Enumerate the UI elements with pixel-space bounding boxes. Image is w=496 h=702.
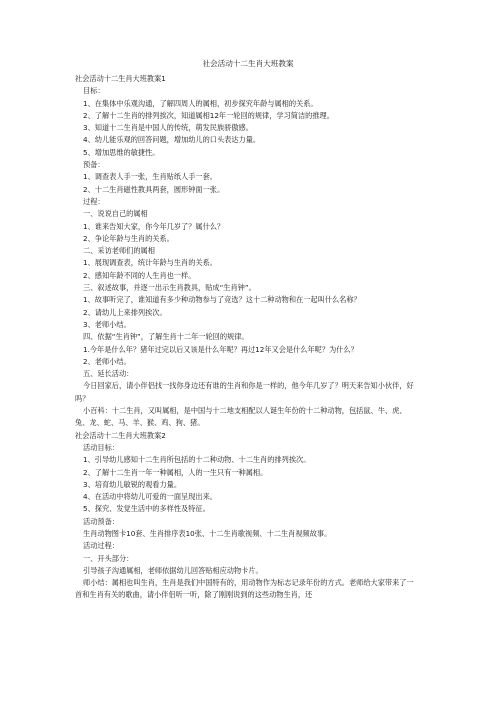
- section3-item-1: 1、故事听完了，谁知道有多少种动物参与了竞选？这十二种动物和在一起叫什么名称？: [83, 295, 361, 305]
- lesson1-process-label: 过程：: [83, 196, 105, 206]
- document-title: 社会活动十二生肖大班教案: [202, 59, 294, 68]
- section5-title: 五、延长活动：: [83, 369, 134, 379]
- lesson2-goals-label: 活动目标：: [83, 442, 119, 452]
- lesson2-goal-1: 1、引导幼儿感知十二生肖所包括的十二种动物、十二生肖的排列挨次。: [83, 455, 311, 465]
- section2-item-2: 2、感知年龄不同的人生肖也一样。: [83, 270, 196, 280]
- lesson1-heading: 社会活动十二生肖大班教案1: [75, 74, 166, 83]
- section1-item-2: 2、争论年龄与生肖的关系。: [83, 233, 174, 243]
- lesson2-process-label: 活动过程：: [83, 541, 119, 551]
- lesson2-part1-text: 引导孩子沟通属相，老师依据幼儿回答贴相应动物卡片。: [83, 565, 263, 575]
- lesson2-prep-label: 活动预备：: [83, 516, 119, 526]
- lesson1-goal-3: 3、知道十二生肖是中国人的传统，萌发民族骄傲感。: [83, 123, 253, 133]
- lesson1-prep-1: 1、调查表人手一张，生肖贴纸人手一套。: [83, 172, 217, 182]
- section4-item-2: 2、老师小结。: [83, 356, 131, 366]
- lesson2-part1-paragraph: 师小结：属相也叫生肖，生肖是我们中国特有的，用动物作为标志记录年份的方式。老师给大家带来了一首和生肖有关的歌曲，请小伴侣听一听，除了刚刚说到的这些动物生肖，还: [75, 578, 414, 600]
- lesson1-goals-label: 目标：: [83, 86, 105, 96]
- lesson2-goal-2: 2、了解十二生肖一年一种属相，人的一生只有一种属相。: [83, 467, 268, 477]
- section5-paragraph-2: 小百科：十二生肖，又叫属相，是中国与十二地支相配以人诞生年份的十二种动物，包括鼠、牛、虎、兔、龙、蛇、马、羊、猴、鸡、狗、猪。: [75, 406, 407, 428]
- section3-item-2: 2、请幼儿上来排列挨次。: [83, 307, 167, 317]
- section2-item-1: 1、展现调查表，统计年龄与生肖的关系。: [83, 258, 217, 268]
- lesson1-goal-4: 4、幼儿能乐观的回答问题，增加幼儿的口头表达力量。: [83, 135, 261, 145]
- lesson2-goal-3: 3、培育幼儿敏锐的观看力量。: [83, 479, 182, 489]
- section4-title: 四、依据“生肖钟”，了解生肖十二年一轮回的规律。: [83, 332, 249, 342]
- section3-title: 三、叙述故事，并逐一出示生肖教具，贴成“生肖钟”。: [83, 283, 256, 293]
- section5-paragraph-1: 今日回家后，请小伴侣找一找你身边还有谁的生肖和你是一样的，他今年几岁了？明天来告知小伙伴，好吗？: [75, 381, 414, 403]
- section3-item-3: 3、老师小结。: [83, 319, 131, 329]
- lesson2-goal-4: 4、在活动中将幼儿可爱的一面呈现出来。: [83, 492, 217, 502]
- section2-title: 二、采访老师们的属相: [83, 246, 155, 256]
- section4-item-1: 1.今年是什么年？猪年过完以后又该是什么年呢？再过12年又会是什么年呢？为什么？: [83, 344, 358, 354]
- lesson1-goal-1: 1、在集体中乐观沟通，了解四周人的属相，初步探究年龄与属相的关系。: [83, 98, 318, 108]
- section1-item-1: 1、谁来告知大家，你今年几岁了？属什么？: [83, 221, 225, 231]
- lesson1-prep-2: 2、十二生肖磁性教具两套，圆形钟面一张。: [83, 184, 225, 194]
- lesson2-heading: 社会活动十二生肖大班教案2: [75, 430, 166, 440]
- lesson1-goal-2: 2、了解十二生肖的排列挨次，知道属相12年一轮回的规律，学习简洁的推理。: [83, 110, 334, 120]
- section1-title: 一、说说自己的属相: [83, 209, 148, 219]
- lesson2-goal-5: 5、探究、发觉生活中的多样性及特征。: [83, 504, 210, 514]
- lesson2-part1-title: 一、开头部分：: [83, 553, 134, 563]
- document-body: [75, 73, 420, 602]
- lesson2-prep-text: 生肖动物图卡10套、生肖排序表10张、十二生肖歌视频、十二生肖视频故事。: [83, 528, 332, 538]
- lesson1-prep-label: 预备：: [83, 160, 105, 170]
- lesson1-goal-5: 5、增加思维的敏捷性。: [83, 147, 160, 157]
